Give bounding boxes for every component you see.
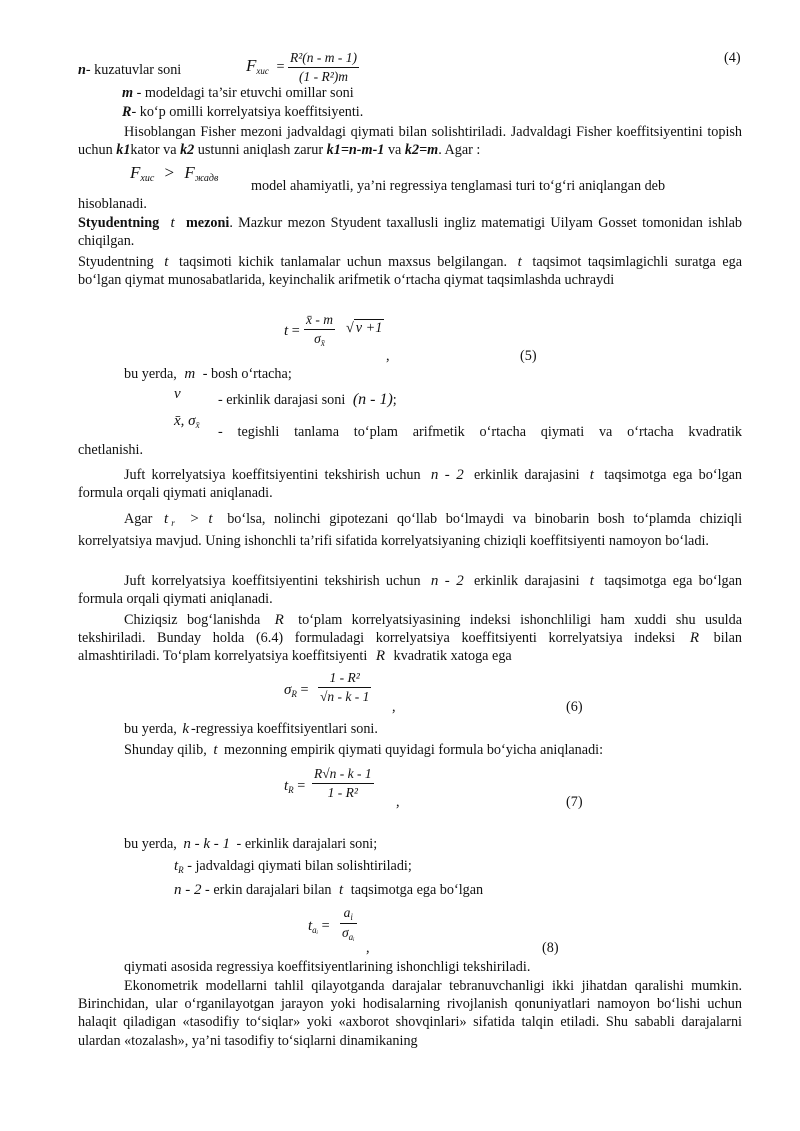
paragraph-econometric: Ekonometrik modellarni tahlil qilayotganda darajalar tebranuvchanligi ikki jihatdan qaralishi mumkin. Birinchidan, ular o‘rganilayotgan jarayon yoki hodisalarning rivojlanish qonuniyatlari namoyon bo‘lishi uchun halaqit qiladigan «tasodifiy to‘siqlar» yoki «axborot shovqinlari» sifatida talqin etiladi. Shu sababli darajalarni ulardan «tozalash», ya’ni tasodifiy to‘siqlarni dinamikaning (78, 978, 742, 1049)
paragraph-student-title: Styudentning t mezoni. Mazkur mezon Styudent taxallusli ingliz matematigi Uilyam Gosset tomonidan ishlab chiqilgan. (78, 215, 743, 250)
equation-6-comma: , (392, 699, 396, 715)
def-n-2: n - 2 - erkin darajalari bilan t taqsimotga ega bo‘lgan (174, 882, 484, 898)
equation-7-comma: , (396, 794, 400, 810)
equation-5-comma: , (386, 348, 390, 364)
def-k: bu yerda, k -regressiya koeffitsiyentlari soni. (124, 721, 378, 737)
equation-8-fraction: $a_i$ $\sigma_{aᵢ}$ (342, 905, 355, 942)
paragraph-fisher: Hisoblangan Fisher mezoni jadvaldagi qiymati bilan solishtiriladi. Jadvaldagi Fisher koeffitsiyentini topish uchun k1kator va k2 ustunni aniqlash zarur k1=n-m-1 va k2=m. Agar : (78, 124, 742, 159)
def-x-sigma-text: - tegishli tanlama to‘plam arifmetik o‘rtacha qiymati va o‘rtacha kvadratik (218, 424, 742, 440)
paragraph-qiymati: qiymati asosida regressiya koeffitsiyentlarining ishonchligi tekshiriladi. (124, 959, 531, 975)
equation-4: $F_{хис}$ = (246, 56, 285, 76)
equation-7-fraction: R√n - k - 1 1 - R² (314, 766, 372, 800)
equation-number-7: (7) (566, 794, 583, 810)
paragraph-pair-correlation-1: Juft korrelyatsiya koeffitsiyentini tekshirish uchun n - 2 erkinlik darajasini t taqsimotga ega bo‘lgan formula orqali qiymati aniqlanadi. (78, 467, 743, 502)
equation-5: t = (284, 323, 300, 339)
paragraph-student-distribution: Styudentning t taqsimoti kichik tanlamalar uchun maxsus belgilangan. t taqsimot taqsimlagichli suratga ega bo‘lgan qiymat munosabatlarida, keyinchalik arifmetik o‘rtacha qiymat taqsimlashda uchraydi (78, 254, 743, 289)
equation-4-fraction: R²(n - m - 1) (1 - R²)m (290, 50, 358, 84)
paragraph-pair-correlation-2: Juft korrelyatsiya koeffitsiyentini tekshirish uchun n - 2 erkinlik darajasini t taqsimotga ega bo‘lgan formula orqali qiymati aniqlanadi. (78, 573, 743, 608)
equation-number-4: (4) (724, 50, 741, 66)
equation-6: $\sigma_R$ = (284, 682, 309, 699)
equation-8-comma: , (366, 940, 370, 956)
shunday-qilib: Shunday qilib, t mezonning empirik qiymati quyidagi formula bo‘yicha aniqlanadi: (124, 742, 604, 758)
def-x-sigma: x̄, $\sigma_{x̄}$ (174, 413, 200, 430)
equation-number-6: (6) (566, 699, 583, 715)
equation-5-fraction: x̄ - m $\sigma_{x̄}$ (306, 312, 333, 348)
condition-formula: $F_{хис} > F_{жадв}$ (130, 163, 219, 184)
equation-number-8: (8) (542, 940, 559, 956)
def-tR: $t_R$ - jadvaldagi qiymati bilan solishtiriladi; (174, 858, 412, 875)
def-bosh-ortacha: bu yerda, m - bosh o‘rtacha; (124, 366, 292, 382)
def-R: R- ko‘p omilli korrelyatsiya koeffitsiyenti. (122, 104, 364, 120)
def-nu-text: - erkinlik darajasi soni (n - 1); (218, 391, 397, 408)
condition-text: model ahamiyatli, ya’ni regressiya tenglamasi turi to‘g‘ri aniqlangan deb (251, 178, 666, 194)
condition-text-end: hisoblanadi. (78, 196, 147, 212)
paragraph-agar: Agar t $_r$ > t bo‘lsa, nolinchi gipotezani qo‘llab bo‘lmaydi va binobarin bosh to‘plamda chiziqli korrelyatsiya mavjud. Uning ishonchli ta’rifi sifatida korrelyatsiyaning chiziqli koeffitsiyenti namoyon bo‘ladi. (78, 511, 743, 550)
paragraph-nonlinear: Chiziqsiz bog‘lanishda R to‘plam korrelyatsiyasining indeksi ishonchliligi ham xuddi shu usulda tekshiriladi. Bunday holda (6.4) formuladagi korrelyatsiya koeffitsiyenti korrelyatsiya indeksi R bilan almashtiriladi. To‘plam korrelyatsiya koeffitsiyenti R kvadratik xatoga ega (78, 612, 743, 665)
equation-7: $t_R$ = (284, 778, 306, 795)
def-degrees: bu yerda, n - k - 1 - erkinlik darajalari soni; (124, 836, 378, 852)
equation-6-fraction: 1 - R² √n - k - 1 (320, 670, 370, 704)
equation-8: $t_{aᵢ}$ = (308, 918, 330, 935)
def-m: m - modeldagi ta’sir etuvchi omillar soni (122, 85, 354, 101)
equation-5-sqrt: √ ν +1 (346, 320, 383, 336)
def-n: n- kuzatuvlar soni (78, 62, 182, 78)
def-x-sigma-text-end: chetlanishi. (78, 442, 144, 458)
equation-number-5: (5) (520, 348, 537, 364)
def-nu: ν (174, 386, 181, 402)
